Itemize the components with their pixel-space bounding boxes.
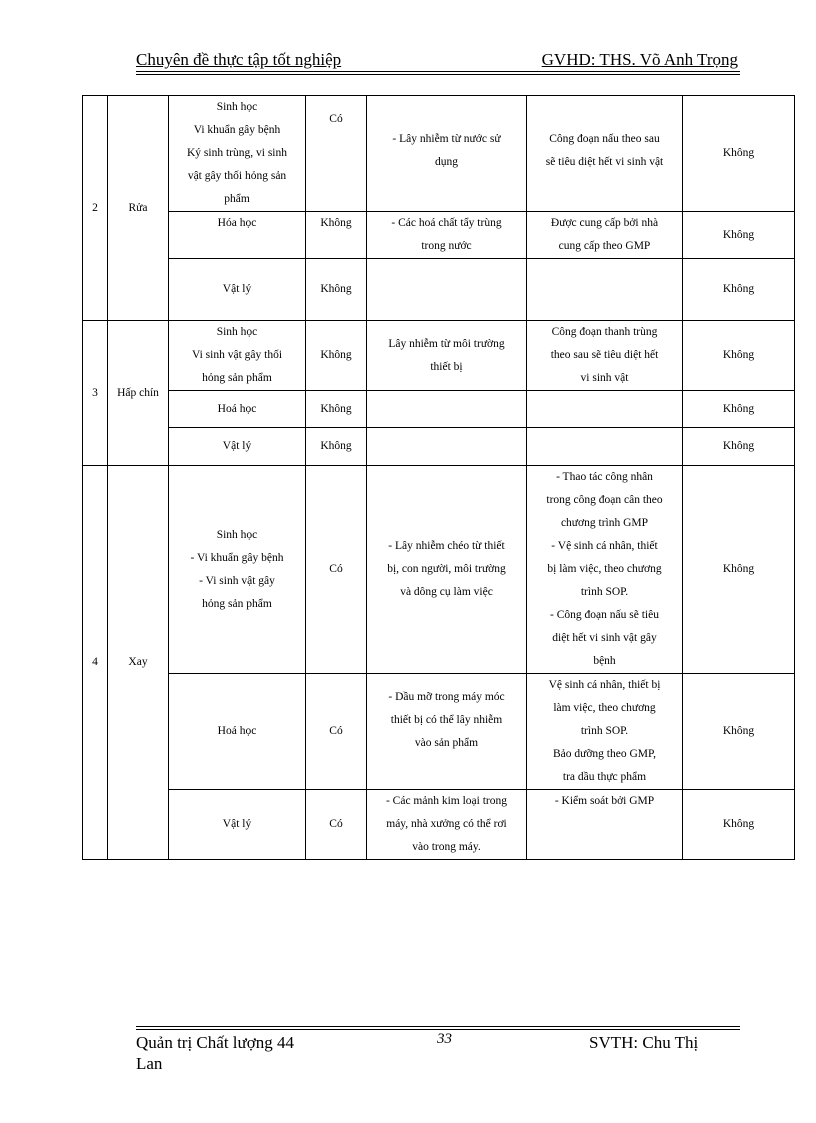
ccp-cell: Không [683,212,795,259]
control-cell: Công đoạn thanh trùng theo sau sẽ tiêu diệt hết vi sinh vật [527,321,683,391]
hazard-cell: Vật lý [169,428,306,466]
table-row [83,96,795,212]
reason-cell [367,428,527,466]
footer-rule [136,1026,740,1027]
hazard-cell: Sinh học Vi khuẩn gây bệnh Ký sinh trùng, vi sinh vật gây thối hỏng sản phẩm [169,96,306,212]
significance-cell: Có [306,790,367,860]
control-cell [527,391,683,428]
ccp-cell: Không [683,391,795,428]
significance-cell: Không [306,391,367,428]
footer-rule-2 [136,1029,740,1030]
significance-cell: Có [306,96,367,212]
header-rule [136,71,740,72]
ccp-cell: Không [683,674,795,790]
ccp-cell: Không [683,428,795,466]
significance-cell: Không [306,428,367,466]
hazard-cell: Hóa học [169,212,306,259]
reason-cell: - Lây nhiễm từ nước sử dụng [367,96,527,212]
control-cell: - Kiểm soát bởi GMP [527,790,683,860]
table-row [83,674,795,790]
hazard-analysis-table [82,95,795,860]
reason-cell: - Các mảnh kim loại trong máy, nhà xưởng có thể rơi vào trong máy. [367,790,527,860]
reason-cell: - Dầu mỡ trong máy móc thiết bị có thể lây nhiễm vào sản phẩm [367,674,527,790]
table-row [83,321,795,391]
footer-department-cont: Lan [136,1054,163,1073]
page-number: 33 [437,1031,452,1047]
table-row [83,428,795,466]
ccp-cell: Không [683,790,795,860]
hazard-cell: Vật lý [169,259,306,321]
control-cell: - Thao tác công nhân trong công đoạn cân theo chương trình GMP - Vệ sinh cá nhân, thiết bị làm việc, theo chương trình SOP. - Công đoạn nấu sẽ tiêu diệt hết vi sinh vật gây bệnh [527,466,683,674]
page-header [136,50,740,70]
ccp-cell: Không [683,259,795,321]
control-cell: Công đoạn nấu theo sau sẽ tiêu diệt hết vi sinh vật [527,96,683,212]
hazard-cell: Hoá học [169,674,306,790]
ccp-cell: Không [683,321,795,391]
significance-cell: Có [306,466,367,674]
reason-cell: - Lây nhiễm chéo từ thiết bị, con người, môi trường và dông cụ làm việc [367,466,527,674]
significance-cell: Không [306,321,367,391]
header-title: Chuyên đề thực tập tốt nghiệp [136,50,342,69]
reason-cell [367,391,527,428]
step-number: 2 [83,96,108,321]
header-supervisor: GVHD: THS. Võ Anh Trọng [541,50,738,69]
significance-cell: Có [306,674,367,790]
significance-cell: Không [306,259,367,321]
control-cell: Được cung cấp bởi nhà cung cấp theo GMP [527,212,683,259]
footer-student: SVTH: Chu Thị [589,1033,699,1052]
table-row [83,391,795,428]
step-name: Rửa [108,96,169,321]
hazard-cell: Sinh học Vi sinh vật gây thối hỏng sản phẩm [169,321,306,391]
control-cell [527,259,683,321]
control-cell: Vệ sinh cá nhân, thiết bị làm việc, theo chương trình SOP. Bảo dưỡng theo GMP, tra dầu thực phẩm [527,674,683,790]
step-name: Xay [108,466,169,860]
step-name: Hấp chín [108,321,169,466]
table-row [83,212,795,259]
ccp-cell: Không [683,96,795,212]
reason-cell [367,259,527,321]
hazard-cell: Vật lý [169,790,306,860]
ccp-cell: Không [683,466,795,674]
footer-department: Quản trị Chất lượng 44 [136,1033,294,1052]
hazard-cell: Sinh học - Vi khuẩn gây bệnh - Vi sinh vật gây hỏng sản phẩm [169,466,306,674]
table-row [83,790,795,860]
significance-cell: Không [306,212,367,259]
table-row [83,259,795,321]
step-number: 3 [83,321,108,466]
reason-cell: Lây nhiễm từ môi trường thiết bị [367,321,527,391]
control-cell [527,428,683,466]
header-rule-2 [136,74,740,75]
table-row [83,466,795,674]
step-number: 4 [83,466,108,860]
reason-cell: - Các hoá chất tẩy trùng trong nước [367,212,527,259]
hazard-cell: Hoá học [169,391,306,428]
